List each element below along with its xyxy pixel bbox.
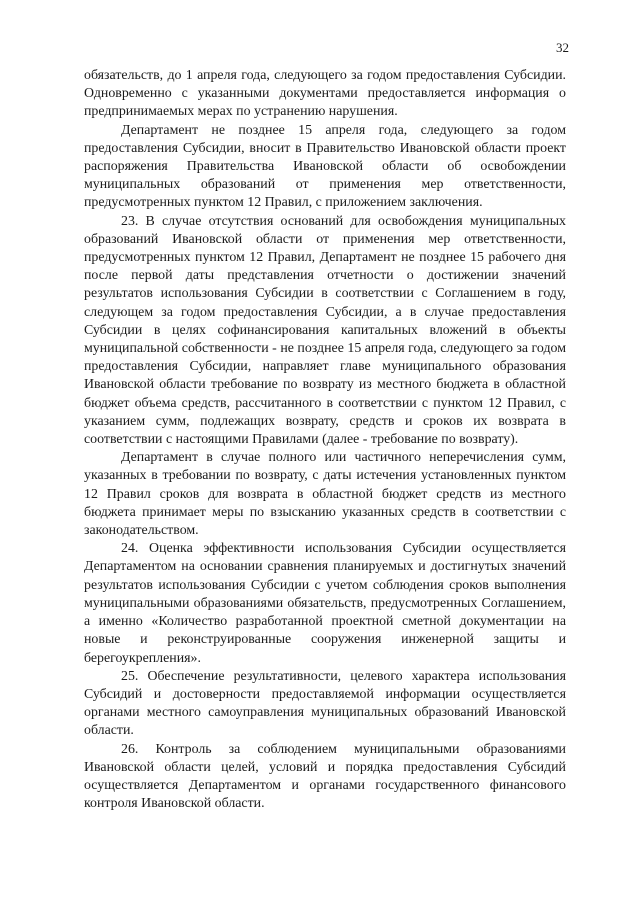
- paragraph-23: 23. В случае отсутствия оснований для освобождения муниципальных образований Ивановской области от применения мер ответственности, предусмотренных пунктом 12 Правил, Департамент не позднее 15 рабочего дня после первой даты представления отчетности о достижении значений результатов использования Субсидии в соответствии с Соглашением в году, следующем за годом предоставления Субсидии, а в случае предоставления Субсидии в целях софинансирования капитальных вложений в объекты муниципальной собственности - не позднее 15 апреля года, следующего за годом предоставления Субсидии, направляет главе муниципального образования Ивановской области требование по возврату из местного бюджета в областной бюджет объема средств, рассчитанного в соответствии с пунктом 12 Правил, с указанием сумм, подлежащих возврату, средств и сроков их возврата в соответствии с настоящими Правилами (далее - требование по возврату).: [84, 213, 566, 448]
- paragraph-department-recovery: Департамент в случае полного или частичного неперечисления сумм, указанных в требовании по возврату, с даты истечения установленных пунктом 12 Правил сроков для возврата в областной бюджет средств из местного бюджета принимает меры по взысканию указанных средств в соответствии с законодательством.: [84, 450, 566, 539]
- paragraph-25: 25. Обеспечение результативности, целевого характера использования Субсидий и достоверности предоставляемой информации осуществляется органами местного самоуправления муниципальных образований Ивановской области.: [84, 668, 566, 739]
- paragraph-department-deadline: Департамент не позднее 15 апреля года, следующего за годом предоставления Субсидии, вносит в Правительство Ивановской области проект распоряжения Правительства Ивановской области об освобождении муниципальных образований от применения мер ответственности, предусмотренных пунктом 12 Правил, с приложением заключения.: [84, 122, 566, 211]
- paragraph-26: 26. Контроль за соблюдением муниципальными образованиями Ивановской области целей, условий и порядка предоставления Субсидий осуществляется Департаментом и органами государственного финансового контроля Ивановской области.: [84, 741, 566, 812]
- document-body: [84, 67, 566, 813]
- page-number: 32: [556, 40, 569, 55]
- paragraph-continuation: обязательств, до 1 апреля года, следующего за годом предоставления Субсидии. Одновременно с указанными документами предоставляется информация о предпринимаемых мерах по устранению нарушения.: [84, 68, 566, 120]
- paragraph-24: 24. Оценка эффективности использования Субсидии осуществляется Департаментом на основании сравнения планируемых и достигнутых значений результатов использования Субсидии с учетом соблюдения сроков выполнения муниципальными образованиями обязательств, предусмотренных Соглашением, а именно «Количество разработанной проектной сметной документации на новые и реконструированные сооружения инженерной защиты и берегоукрепления».: [84, 541, 566, 666]
